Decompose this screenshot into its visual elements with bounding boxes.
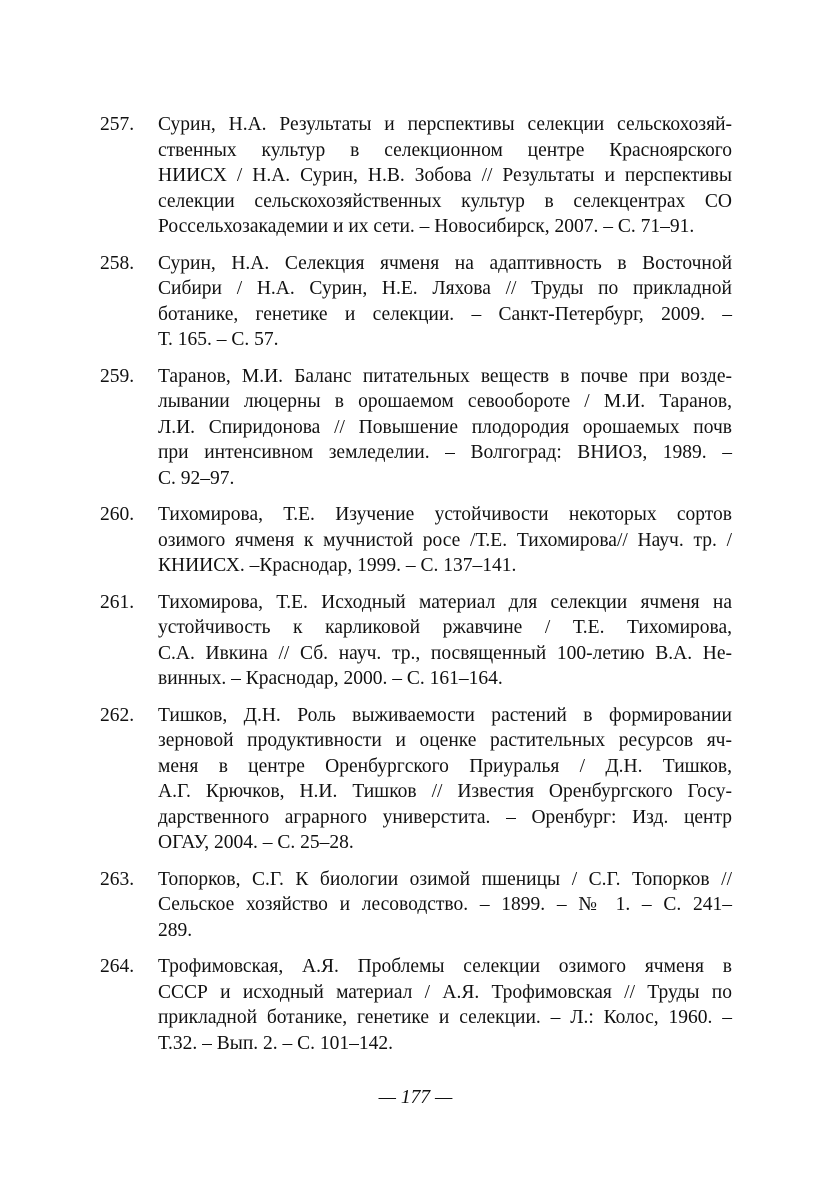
reference-line: устойчивость к карликовой ржавчине / Т.Е. Тихомирова, <box>158 617 732 638</box>
reference-line: Сурин, Н.А. Результаты и перспективы селекции сельскохозяй- <box>158 114 732 135</box>
reference-text <box>158 867 732 944</box>
reference-line: С. 92–97. <box>158 467 235 489</box>
reference-item <box>100 364 732 492</box>
reference-line: при интенсивном земледелии. – Волгоград: ВНИОЗ, 1989. – <box>158 442 732 463</box>
reference-line: КНИИСХ. –Краснодар, 1999. – С. 137–141. <box>158 555 517 576</box>
reference-line: А.Г. Крючков, Н.И. Тишков // Известия Оренбургского Госу- <box>158 781 732 802</box>
reference-line: СССР и исходный материал / А.Я. Трофимовская // Труды по <box>158 981 732 1003</box>
reference-item <box>100 502 732 579</box>
reference-line: Сибири / Н.А. Сурин, Н.Е. Ляхова // Труды по прикладной <box>158 278 732 299</box>
reference-number: 263. <box>100 868 135 890</box>
reference-text <box>158 112 732 240</box>
reference-text <box>158 703 732 856</box>
reference-line: ственных культур в селекционном центре Красноярского <box>158 139 732 161</box>
reference-item <box>100 703 732 856</box>
reference-line: ботанике, генетике и селекции. – Санкт-Петербург, 2009. – <box>158 303 732 325</box>
reference-line: Л.И. Спиридонова // Повышение плодородия орошаемых почв <box>158 416 732 438</box>
reference-number: 257. <box>100 114 135 135</box>
reference-line: лывании люцерны в орошаемом севообороте / М.И. Таранов, <box>158 391 732 412</box>
reference-line: Тихомирова, Т.Е. Исходный материал для селекции ячменя на <box>158 591 732 613</box>
reference-number: 262. <box>100 704 135 726</box>
reference-line: ОГАУ, 2004. – С. 25–28. <box>158 832 354 853</box>
page-number: — 177 — <box>378 1087 453 1108</box>
reference-item <box>100 590 732 692</box>
reference-line: Сурин, Н.А. Селекция ячменя на адаптивность в Восточной <box>158 252 732 274</box>
reference-line: 289. <box>158 919 193 941</box>
reference-line: Таранов, М.И. Баланс питательных веществ в почве при возде- <box>158 365 732 387</box>
reference-number: 259. <box>100 365 135 387</box>
reference-number: 260. <box>100 504 135 525</box>
reference-line: зерновой продуктивности и оценке растительных ресурсов яч- <box>158 730 732 751</box>
reference-text <box>158 590 732 692</box>
reference-line: меня в центре Оренбургского Приуралья / Д.Н. Тишков, <box>158 755 732 777</box>
reference-line: Россельхозакадемии и их сети. – Новосибирск, 2007. – С. 71–91. <box>158 216 695 237</box>
reference-line: озимого ячменя к мучнистой росе /Т.Е. Тихомирова// Науч. тр. / <box>158 529 732 551</box>
reference-item <box>100 251 732 353</box>
reference-number: 261. <box>100 591 135 613</box>
reference-line: Т.32. – Вып. 2. – С. 101–142. <box>158 1032 394 1054</box>
reference-line: Тихомирова, Т.Е. Изучение устойчивости некоторых сортов <box>158 504 732 525</box>
reference-line: прикладной ботанике, генетике и селекции. – Л.: Колос, 1960. – <box>158 1007 732 1028</box>
reference-number: 258. <box>100 252 135 274</box>
reference-line: винных. – Краснодар, 2000. – С. 161–164. <box>158 668 503 689</box>
reference-text <box>158 502 732 579</box>
reference-line: С.А. Ивкина // Сб. науч. тр., посвященный 100-летию В.А. Не- <box>158 642 732 664</box>
reference-line: Т. 165. – С. 57. <box>158 329 279 350</box>
reference-line: Сельское хозяйство и лесоводство. – 1899. – № 1. – С. 241– <box>158 894 732 915</box>
reference-line: селекции сельскохозяйственных культур в селекцентрах СО <box>158 190 732 212</box>
reference-item <box>100 112 732 240</box>
reference-line: Трофимовская, А.Я. Проблемы селекции озимого ячменя в <box>158 956 732 977</box>
reference-item <box>100 867 732 944</box>
reference-text <box>158 364 732 492</box>
reference-line: НИИСХ / Н.А. Сурин, Н.В. Зобова // Результаты и перспективы <box>158 165 732 186</box>
reference-list <box>100 112 732 1067</box>
reference-line: Топорков, С.Г. К биологии озимой пшеницы / С.Г. Топорков // <box>158 868 732 890</box>
reference-line: Тишков, Д.Н. Роль выживаемости растений в формировании <box>158 704 732 726</box>
reference-text <box>158 251 732 353</box>
reference-item <box>100 954 732 1056</box>
reference-line: дарственного аграрного универститa. – Оренбург: Изд. центр <box>158 806 732 828</box>
reference-number: 264. <box>100 956 135 977</box>
reference-text <box>158 954 732 1056</box>
